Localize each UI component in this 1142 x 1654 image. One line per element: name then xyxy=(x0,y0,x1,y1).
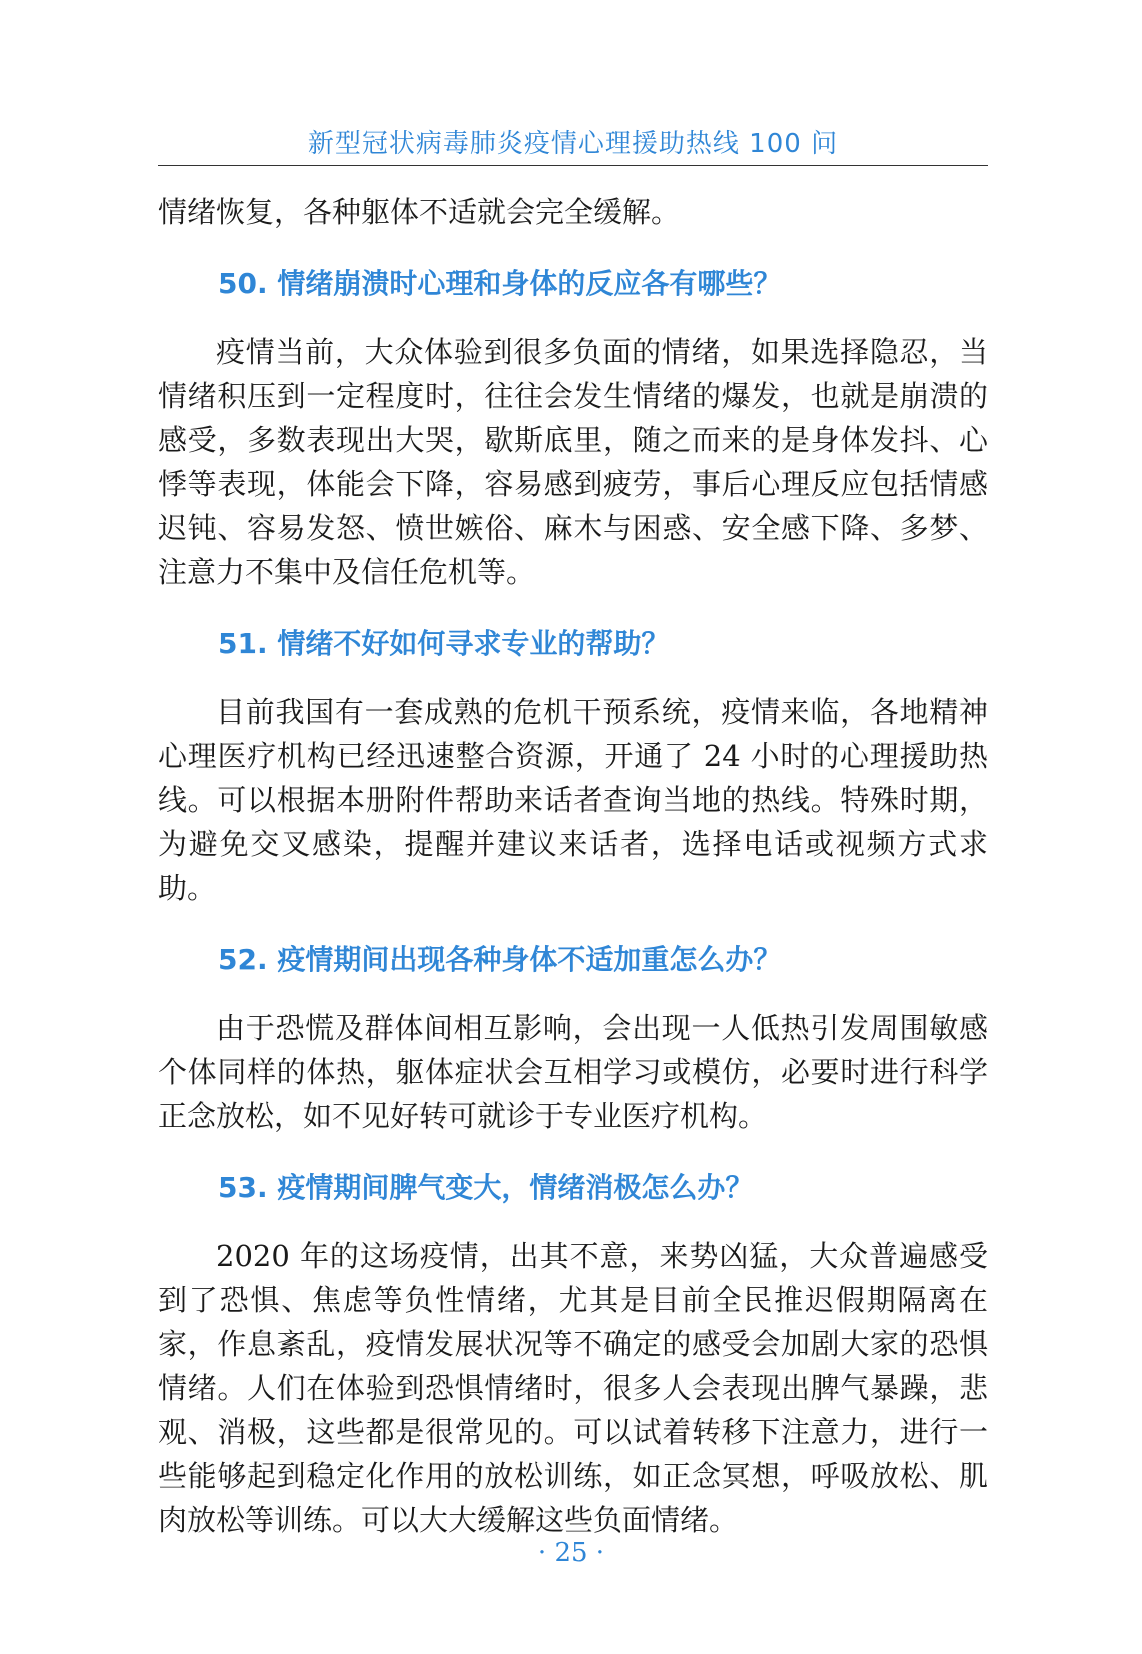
answer-paragraph-52: 由于恐慌及群体间相互影响，会出现一人低热引发周围敏感个体同样的体热，躯体症状会互相学习或模仿，必要时进行科学正念放松，如不见好转可就诊于专业医疗机构。 xyxy=(158,1011,988,1133)
question-heading-51: 51. 情绪不好如何寻求专业的帮助？ xyxy=(218,627,670,660)
answer-paragraph-50: 疫情当前，大众体验到很多负面的情绪，如果选择隐忍，当情绪积压到一定程度时，往往会发生情绪的爆发，也就是崩溃的感受，多数表现出大哭，歇斯底里，随之而来的是身体发抖、心悸等表现，体能会下降，容易感到疲劳，事后心理反应包括情感迟钝、容易发怒、愤世嫉俗、麻木与困惑、安全感下降、多梦、注意力不集中及信任危机等。 xyxy=(158,335,988,589)
question-heading-50: 50. 情绪崩溃时心理和身体的反应各有哪些？ xyxy=(218,267,782,300)
header-divider xyxy=(158,165,988,166)
page-number: · 25 · xyxy=(537,1538,605,1568)
answer-paragraph-53: 2020 年的这场疫情，出其不意，来势凶猛，大众普遍感受到了恐惧、焦虑等负性情绪，尤其是目前全民推迟假期隔离在家，作息紊乱，疫情发展状况等不确定的感受会加剧大家的恐惧情绪。人们在体验到恐惧情绪时，很多人会表现出脾气暴躁，悲观、消极，这些都是很常见的。可以试着转移下注意力，进行一些能够起到稳定化作用的放松训练，如正念冥想，呼吸放松、肌肉放松等训练。可以大大缓解这些负面情绪。 xyxy=(158,1239,988,1537)
running-header: 新型冠状病毒肺炎疫情心理援助热线 100 问 xyxy=(307,129,839,159)
question-heading-53: 53. 疫情期间脾气变大，情绪消极怎么办？ xyxy=(218,1171,754,1204)
answer-paragraph-51: 目前我国有一套成熟的危机干预系统，疫情来临，各地精神心理医疗机构已经迅速整合资源，开通了 24 小时的心理援助热线。可以根据本册附件帮助来话者查询当地的热线。特殊时期，为避免交叉感染，提醒并建议来话者，选择电话或视频方式求助。 xyxy=(158,695,988,905)
page-content xyxy=(158,190,988,1542)
question-heading-52: 52. 疫情期间出现各种身体不适加重怎么办？ xyxy=(218,943,782,976)
continuation-paragraph: 情绪恢复，各种躯体不适就会完全缓解。 xyxy=(158,195,681,229)
